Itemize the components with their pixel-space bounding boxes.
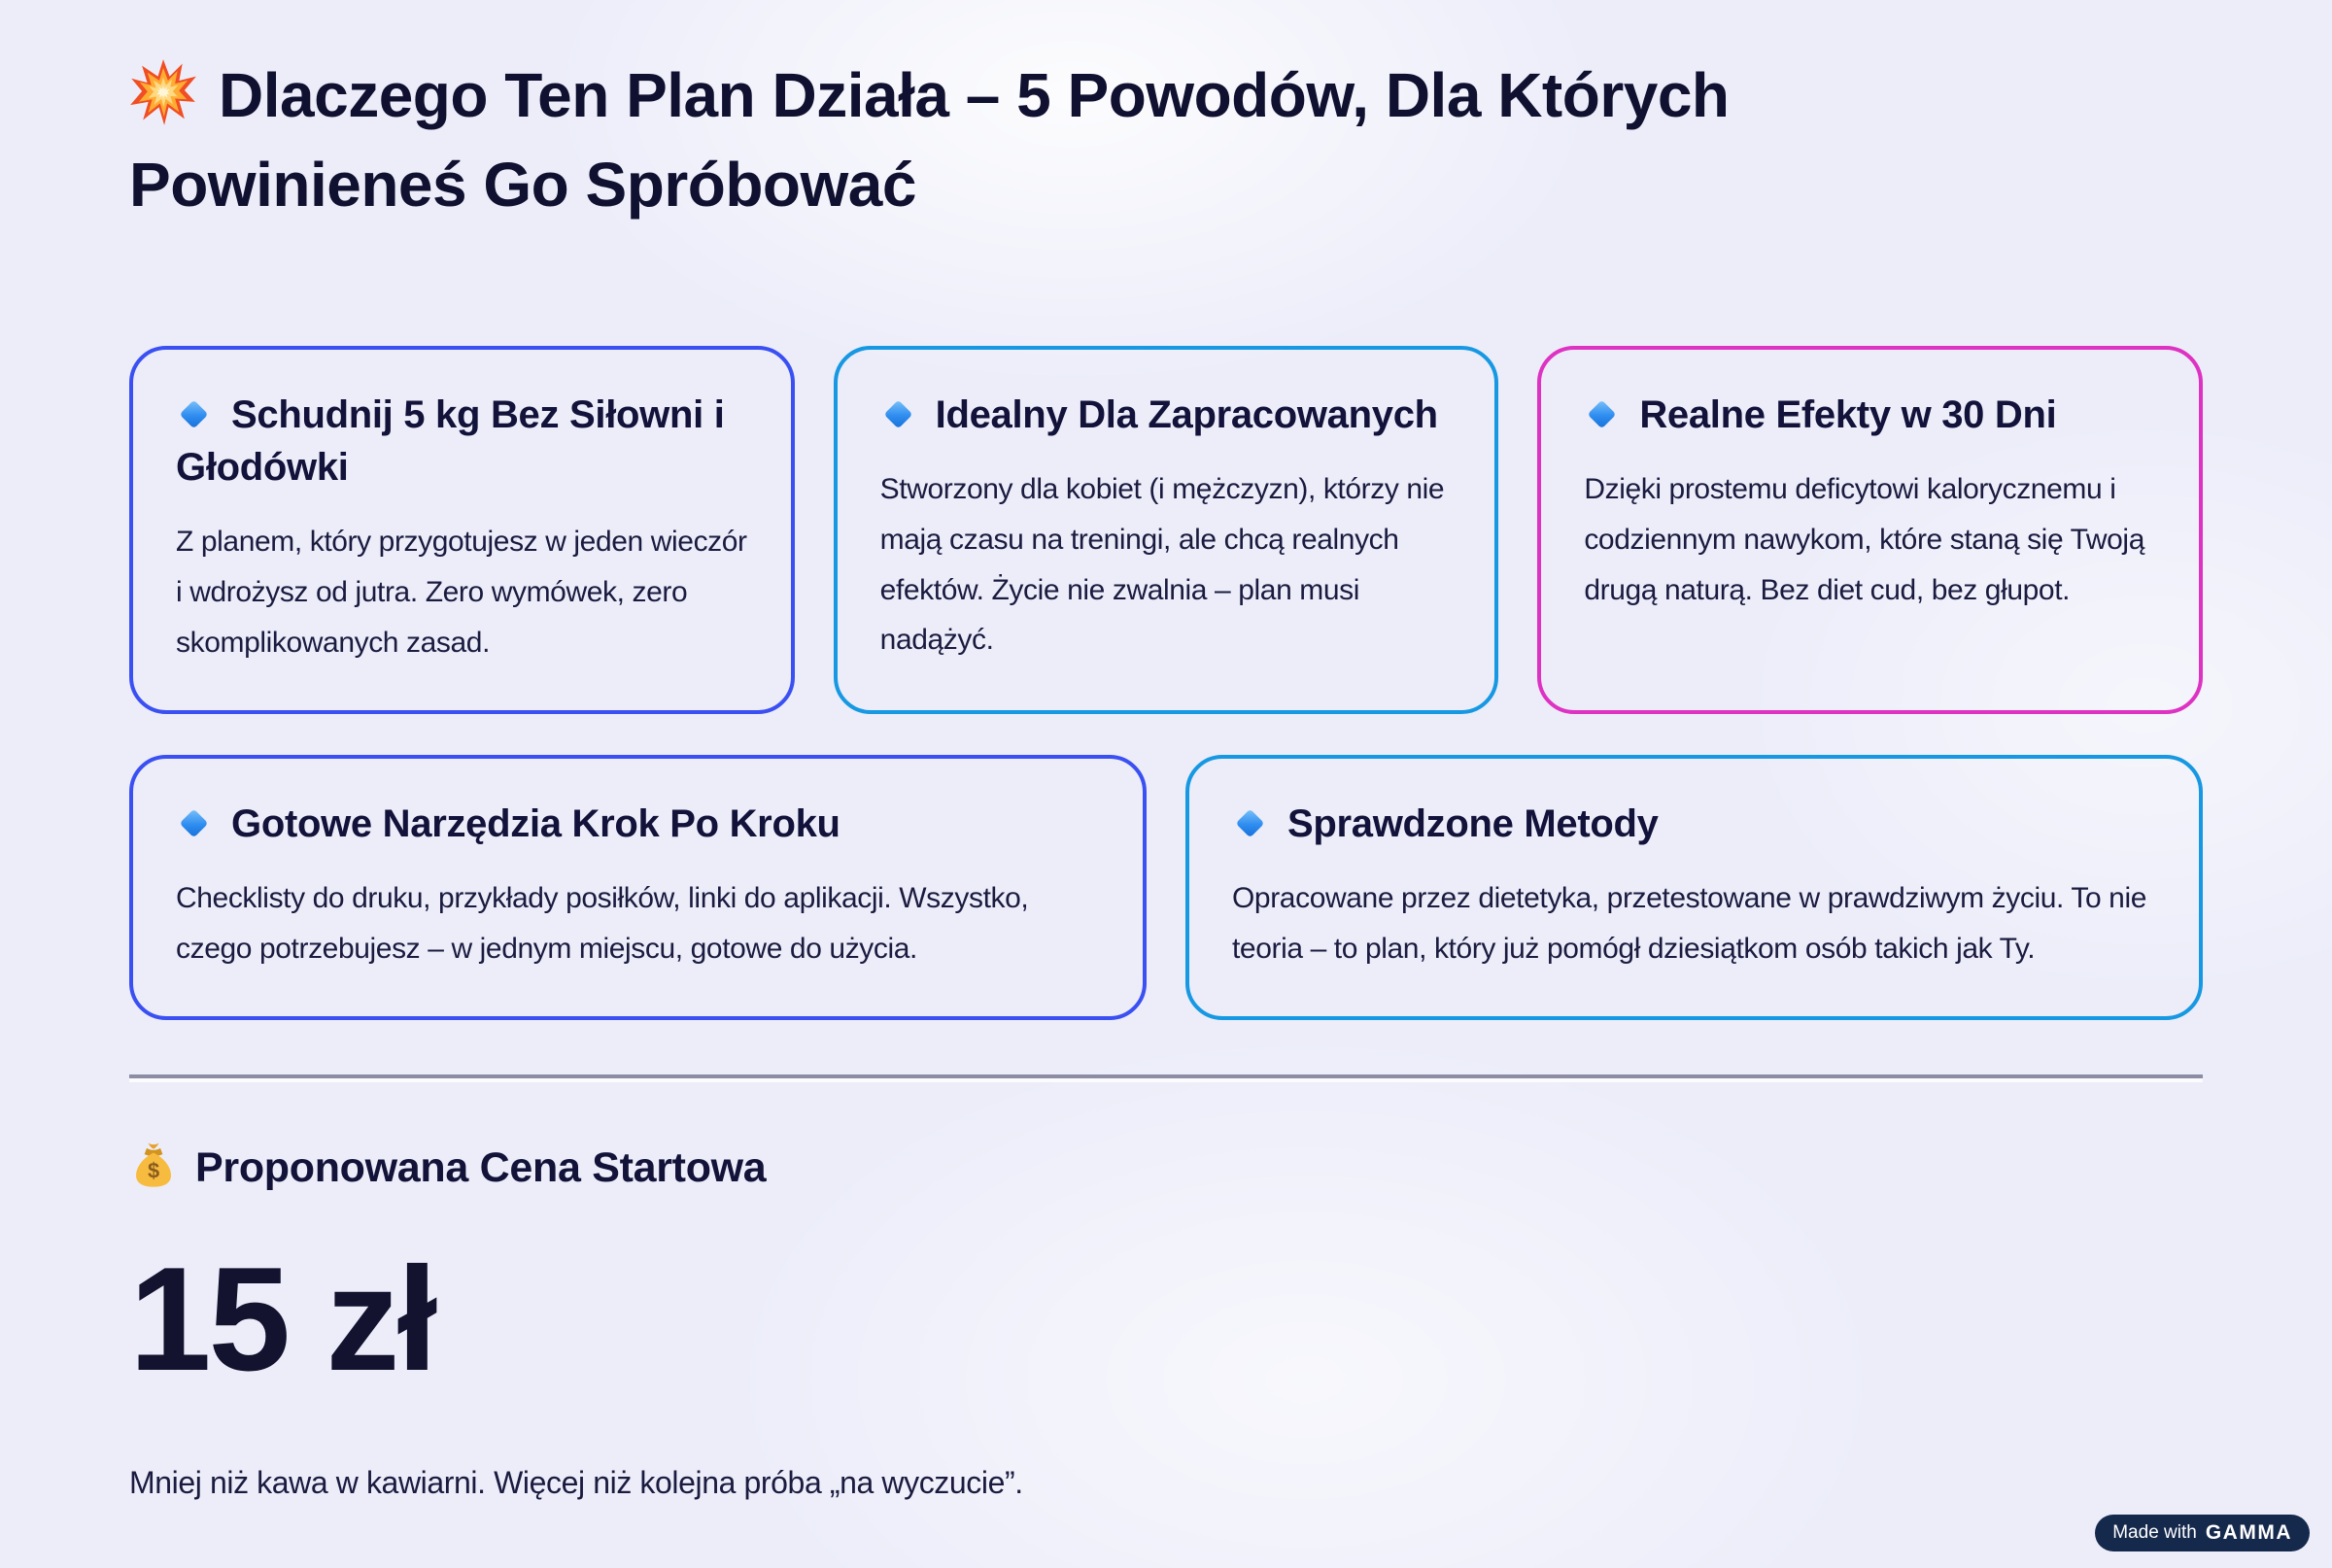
card-title	[176, 798, 1100, 850]
card-body: Stworzony dla kobiet (i mężczyzn), którzy nie mają czasu na treningi, ale chcą realnych efektów. Życie nie zwalnia – plan musi nadążyć.	[879, 473, 1445, 657]
section-divider	[129, 1074, 2203, 1078]
card-title-text: Idealny Dla Zapracowanych	[935, 393, 1438, 437]
card-title-text: Sprawdzone Metody	[1287, 802, 1659, 846]
card-title	[1584, 389, 2156, 441]
made-with-label: Made with	[2112, 1522, 2197, 1543]
card-title-text: Schudnij 5 kg Bez Siłowni i Głodówki	[176, 393, 725, 490]
explosion-icon	[129, 58, 197, 126]
page-title	[129, 51, 2203, 229]
card-title-text: Realne Efekty w 30 Dni	[1639, 393, 2057, 437]
price-section-heading	[129, 1141, 2203, 1192]
card-body: Checklisty do druku, przykłady posiłków, linki do aplikacji. Wszystko, czego potrzebujesz – w jednym miejscu, gotowe do użycia.	[176, 882, 1029, 965]
card-title	[176, 389, 748, 494]
card-body: Z planem, który przygotujesz w jeden wieczór i wdrożysz od jutra. Zero wymówek, zero skomplikowanych zasad.	[176, 526, 747, 659]
gamma-logo: GAMMA	[2205, 1521, 2292, 1544]
price-heading-text: Proponowana Cena Startowa	[195, 1144, 767, 1192]
diamond-bullet-icon	[1236, 809, 1265, 838]
card-gotowe-narzedzia	[129, 755, 1147, 1020]
diamond-bullet-icon	[1588, 400, 1617, 429]
cards-row-1	[129, 346, 2203, 714]
card-title	[1232, 798, 2156, 850]
svg-text:$: $	[148, 1158, 159, 1183]
title-text-1: Dlaczego Ten Plan Działa – 5 Powodów, Dla Których	[219, 60, 1730, 130]
price-note: Mniej niż kawa w kawiarni. Więcej niż kolejna próba „na wyczucie”.	[129, 1465, 1023, 1501]
title-line-1	[129, 51, 2203, 140]
title-text-2: Powinieneś Go Spróbować	[129, 150, 916, 221]
card-realne-efekty	[1537, 346, 2203, 714]
diamond-bullet-icon	[180, 400, 209, 429]
money-bag-icon	[129, 1141, 178, 1189]
price-value: 15 zł	[129, 1237, 435, 1403]
card-title-text: Gotowe Narzędzia Krok Po Kroku	[231, 802, 840, 846]
card-body: Opracowane przez dietetyka, przetestowane w prawdziwym życiu. To nie teoria – to plan, który już pomógł dziesiątkom osób takich jak Ty.	[1232, 882, 2147, 965]
card-title	[880, 389, 1453, 441]
card-schudnij	[129, 346, 795, 714]
cards-row-2	[129, 755, 2203, 1020]
made-with-gamma-badge[interactable]	[2095, 1515, 2310, 1551]
diamond-bullet-icon	[883, 400, 912, 429]
card-idealny	[834, 346, 1499, 714]
title-line-2	[129, 140, 2203, 229]
card-body: Dzięki prostemu deficytowi kalorycznemu i codziennym nawykom, które staną się Twoją drugą naturą. Bez diet cud, bez głupot.	[1584, 473, 2144, 606]
diamond-bullet-icon	[180, 809, 209, 838]
card-sprawdzone-metody	[1185, 755, 2203, 1020]
